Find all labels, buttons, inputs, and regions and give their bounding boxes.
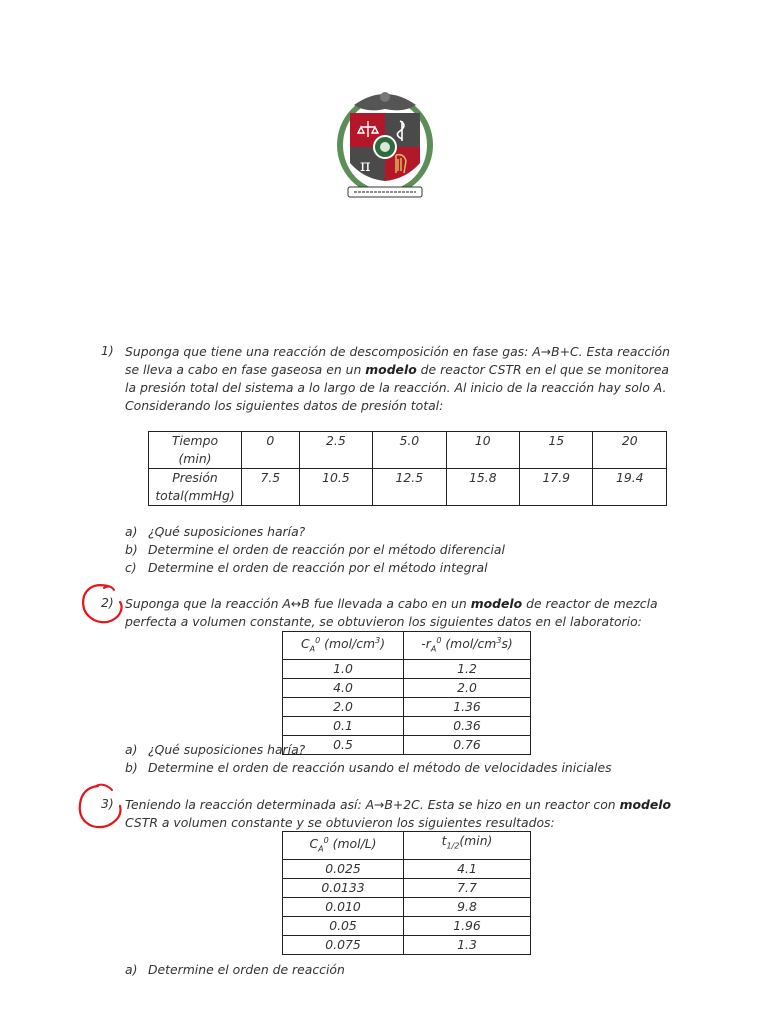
table-row [149,469,667,506]
table-cell: 12.5 [373,469,446,506]
table-cell: 0.010 [283,897,404,916]
table-cell: 2.0 [283,697,404,716]
table-header-cell [283,632,404,660]
list-item-text: ¿Qué suposiciones haría? [148,524,306,539]
table-header-cell [404,632,531,660]
table-cell: 0.0133 [283,878,404,897]
q1-line: Considerando los siguientes datos de presión total: [125,398,444,413]
list-item [125,541,505,559]
table-header-cell [404,832,531,860]
table-cell: 9.8 [404,897,531,916]
q2-number: 2) [101,595,114,610]
list-item-text: Determine el orden de reacción por el método diferencial [148,542,505,557]
q1-number: 1) [101,343,114,358]
q2-subquestions [125,741,612,777]
table-cell: 17.9 [520,469,593,506]
table-cell: 0.05 [283,916,404,935]
table-cell: 5.0 [373,432,446,469]
table-cell: 4.1 [404,859,531,878]
table-row [283,878,531,897]
table-row [149,432,667,469]
q3-bold-word: modelo [619,797,672,812]
q1-text-part: de reactor CSTR en el que se monitorea [416,362,669,377]
table-row [283,632,531,660]
table-row [283,935,531,954]
table-row [283,859,531,878]
q3-number: 3) [101,796,114,811]
table-cell: 2.0 [404,678,531,697]
list-item-label: b) [125,760,138,775]
list-item [125,741,612,759]
q1-pressure-table [148,431,667,506]
table-cell: 15 [520,432,593,469]
table-cell: 15.8 [446,469,519,506]
table-row [283,897,531,916]
table-header-cell [283,832,404,860]
cell-text: (min) [178,451,212,466]
q2-line: perfecta a volumen constante, se obtuvieron los siguientes datos en el laboratorio: [125,614,642,629]
table-row [283,678,531,697]
q1-line: la presión total del sistema a lo largo de la reacción. Al inicio de la reacción hay solo A. [125,380,667,395]
header-text: C [300,636,310,652]
q3-halflife-table [282,831,531,955]
cell-text: Tiempo [171,433,219,448]
header-subscript: A [318,844,324,854]
header-text: (min) [459,833,493,848]
q1-bold-word: modelo [365,362,417,377]
red-annotation-circle-q3 [74,780,126,834]
table-row [283,832,531,860]
q3-text-part: Teniendo la reacción determinada así: A→B+2C. Esta se hizo en un reactor con [125,797,620,812]
table-row [283,697,531,716]
q2-rate-table [282,631,531,755]
header-text: s) [501,636,513,652]
q1-text-part: se lleva a cabo en fase gaseosa en un [125,362,366,377]
table-cell: 0 [242,432,300,469]
list-item-text: Determine el orden de reacción usando el método de velocidades iniciales [148,760,612,775]
table-cell: 1.3 [404,935,531,954]
list-item [125,559,505,577]
header-subscript: A [430,644,437,654]
header-text: C [309,836,319,852]
table-cell: 1.0 [283,659,404,678]
q3-line [125,796,685,814]
q3-subquestions [125,961,345,979]
q2-bold-word: modelo [470,596,523,611]
header-text: (mol/cm [320,636,376,652]
header-superscript: 0 [436,636,442,645]
list-item-text: ¿Qué suposiciones haría? [148,742,306,757]
list-item-label: a) [125,524,138,539]
table-cell: 2.5 [299,432,372,469]
table-header-cell [149,432,242,469]
list-item-label: b) [125,542,138,557]
q1-line [125,361,685,379]
header-text: (mol/L) [328,836,377,852]
table-cell: 7.5 [242,469,300,506]
table-row [283,916,531,935]
list-item-text: Determine el orden de reacción por el método integral [148,560,488,575]
table-cell: 0.76 [404,735,531,754]
table-cell: 0.075 [283,935,404,954]
header-subscript: 1/2 [446,841,460,851]
table-cell: 0.36 [404,716,531,735]
table-cell: 7.7 [404,878,531,897]
table-cell: 19.4 [593,469,667,506]
header-text: (mol/cm [441,636,497,652]
red-annotation-circle-q2 [78,580,128,628]
list-item-label: a) [125,742,138,757]
table-cell: 1.96 [404,916,531,935]
list-item-label: c) [125,560,137,575]
svg-text:π: π [360,156,371,175]
q1-text [125,343,685,415]
q2-text-part: Suponga que la reacción A↔B fue llevada a cabo en un [125,596,471,611]
cell-text: total(mmHg) [155,488,235,503]
list-item [125,961,345,979]
list-item-label: a) [125,962,138,977]
header-text: t [441,833,447,848]
q2-text-part: de reactor de mezcla [522,596,658,611]
table-header-cell [149,469,242,506]
university-crest-logo [334,83,436,203]
q1-line: Suponga que tiene una reacción de descomposición en fase gas: A→B+C. Esta reacción [125,344,670,359]
header-superscript: 3 [375,636,381,645]
header-text: ) [380,636,386,652]
table-cell: 1.36 [404,697,531,716]
table-row [283,716,531,735]
table-cell: 0.5 [283,735,404,754]
header-subscript: A [309,644,316,654]
cell-text: Presión [172,470,218,485]
header-superscript: 0 [315,636,321,645]
header-superscript: 3 [496,636,502,645]
table-cell: 20 [593,432,667,469]
header-text: -r [421,636,431,652]
table-cell: 10.5 [299,469,372,506]
q3-text [125,796,685,832]
q2-line [125,595,685,613]
list-item [125,759,612,777]
q3-line: CSTR a volumen constante y se obtuvieron los siguientes resultados: [125,815,555,830]
table-cell: 10 [446,432,519,469]
list-item-text: Determine el orden de reacción [148,962,345,977]
table-cell: 1.2 [404,659,531,678]
q2-text [125,595,685,631]
table-cell: 4.0 [283,678,404,697]
list-item [125,523,505,541]
header-superscript: 0 [323,836,329,845]
table-row [283,659,531,678]
table-cell: 0.025 [283,859,404,878]
table-cell: 0.1 [283,716,404,735]
q1-subquestions [125,523,505,577]
